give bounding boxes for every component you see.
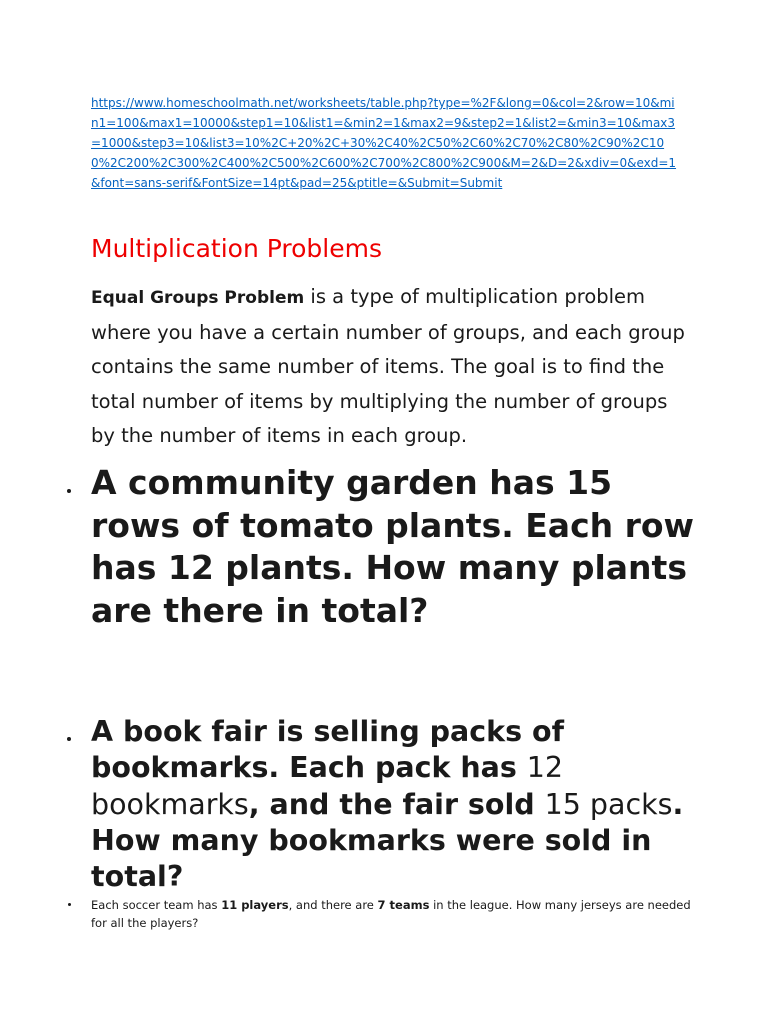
problem-2-part-2: 12 bookmarks — [91, 751, 564, 821]
bullet-icon — [67, 737, 71, 741]
definition-term: Equal Groups Problem — [91, 288, 305, 308]
problem-2-part-5: . How many bookmarks were sold in total? — [91, 787, 684, 894]
page-title: Multiplication Problems — [91, 234, 383, 263]
problem-2-part-1: A book fair is selling packs of bookmarks. Each pack has — [91, 715, 565, 785]
definition-text: is a type of multiplication problem where you have a certain number of groups, and each group contains the same number of items. The goal is to find the total number of items by multiplying the number of groups by the number of items in each group. — [91, 285, 685, 447]
bullet-icon — [68, 903, 71, 906]
definition-paragraph — [91, 280, 691, 454]
problem-3-part-1: Each soccer team has — [91, 898, 222, 912]
problem-3 — [91, 896, 691, 932]
problem-1: A community garden has 15 rows of tomato plants. Each row has 12 plants. How many plants are there in total? — [91, 463, 695, 630]
problem-3-part-3: , and there are — [288, 898, 378, 912]
problem-3-part-4: 7 teams — [377, 898, 430, 912]
problem-2-part-3: , and the fair sold — [248, 787, 545, 821]
source-url-link[interactable]: https://www.homeschoolmath.net/worksheets/table.php?type=%2F&long=0&col=2&row=10&min1=100&max1=10000&step1=10&list1=&min2=1&max2=9&step2=1&list2=&min3=10&max3=1000&step3=10&list3=10%2C+20%2C+30%2C40%2C50%2C60%2C70%2C80%2C90%2C100%2C200%2C300%2C400%2C500%2C600%2C700%2C800%2C900&M=2&D=2&xdiv=0&exd=1&font=sans-serif&FontSize=14pt&pad=25&ptitle=&Submit=Submit — [91, 96, 677, 190]
problem-3-part-5: in the league. How many jerseys are needed for all the players? — [91, 898, 691, 930]
problem-2 — [91, 714, 711, 895]
bullet-icon — [67, 489, 71, 493]
problem-3-part-2: 11 players — [221, 898, 289, 912]
problem-2-part-4: 15 packs — [544, 787, 673, 821]
